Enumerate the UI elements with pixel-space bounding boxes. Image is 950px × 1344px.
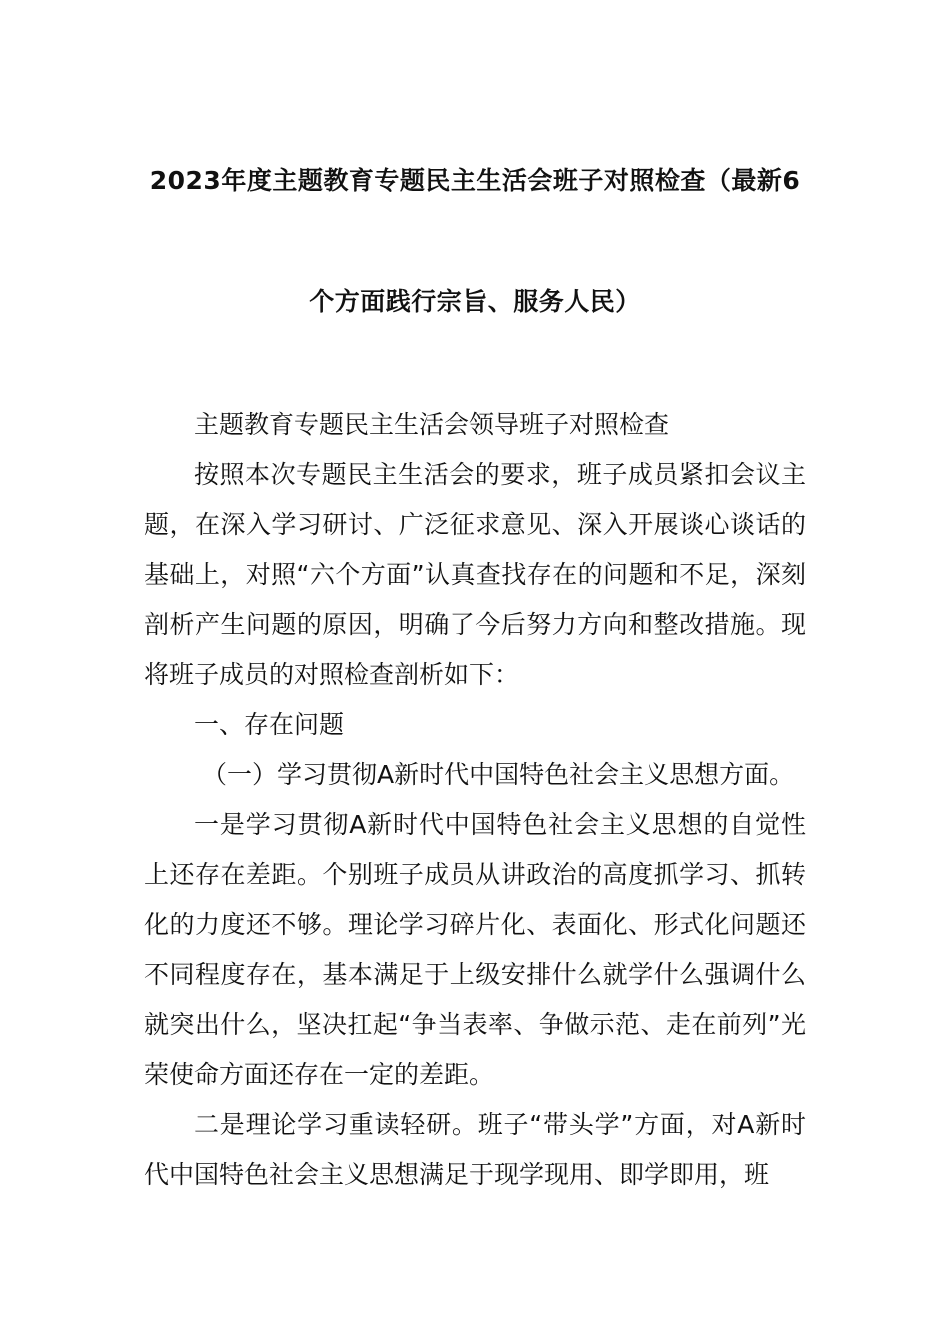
section-heading: 主题教育专题民主生活会领导班子对照检查 — [194, 410, 670, 439]
heading-problems: 一、存在问题 — [194, 710, 345, 739]
document-title-line-1: 2023年度主题教育专题民主生活会班子对照检查（最新6 — [149, 166, 801, 195]
intro-paragraph: 按照本次专题民主生活会的要求，班子成员紧扣会议主题，在深入学习研讨、广泛征求意见、深入开展谈心谈话的基础上，对照“六个方面”认真查找存在的问题和不足，深刻剖析产生问题的原因，明确了今后努力方向和整改措施。现将班子成员的对照检查剖析如下： — [144, 460, 806, 689]
subheading-study: （一）学习贯彻A新时代中国特色社会主义思想方面。 — [202, 760, 795, 789]
document-title-line-2: 个方面践行宗旨、服务人民） — [309, 287, 641, 316]
paragraph-point-2: 二是理论学习重读轻研。班子“带头学”方面，对A新时代中国特色社会主义思想满足于现学现用、即学即用，班 — [144, 1110, 806, 1189]
document-body — [144, 400, 806, 1200]
paragraph-point-1: 一是学习贯彻A新时代中国特色社会主义思想的自觉性上还存在差距。个别班子成员从讲政治的高度抓学习、抓转化的力度还不够。理论学习碎片化、表面化、形式化问题还不同程度存在，基本满足于上级安排什么就学什么强调什么就突出什么，坚决扛起“争当表率、争做示范、走在前列”光荣使命方面还存在一定的差距。 — [144, 810, 806, 1089]
